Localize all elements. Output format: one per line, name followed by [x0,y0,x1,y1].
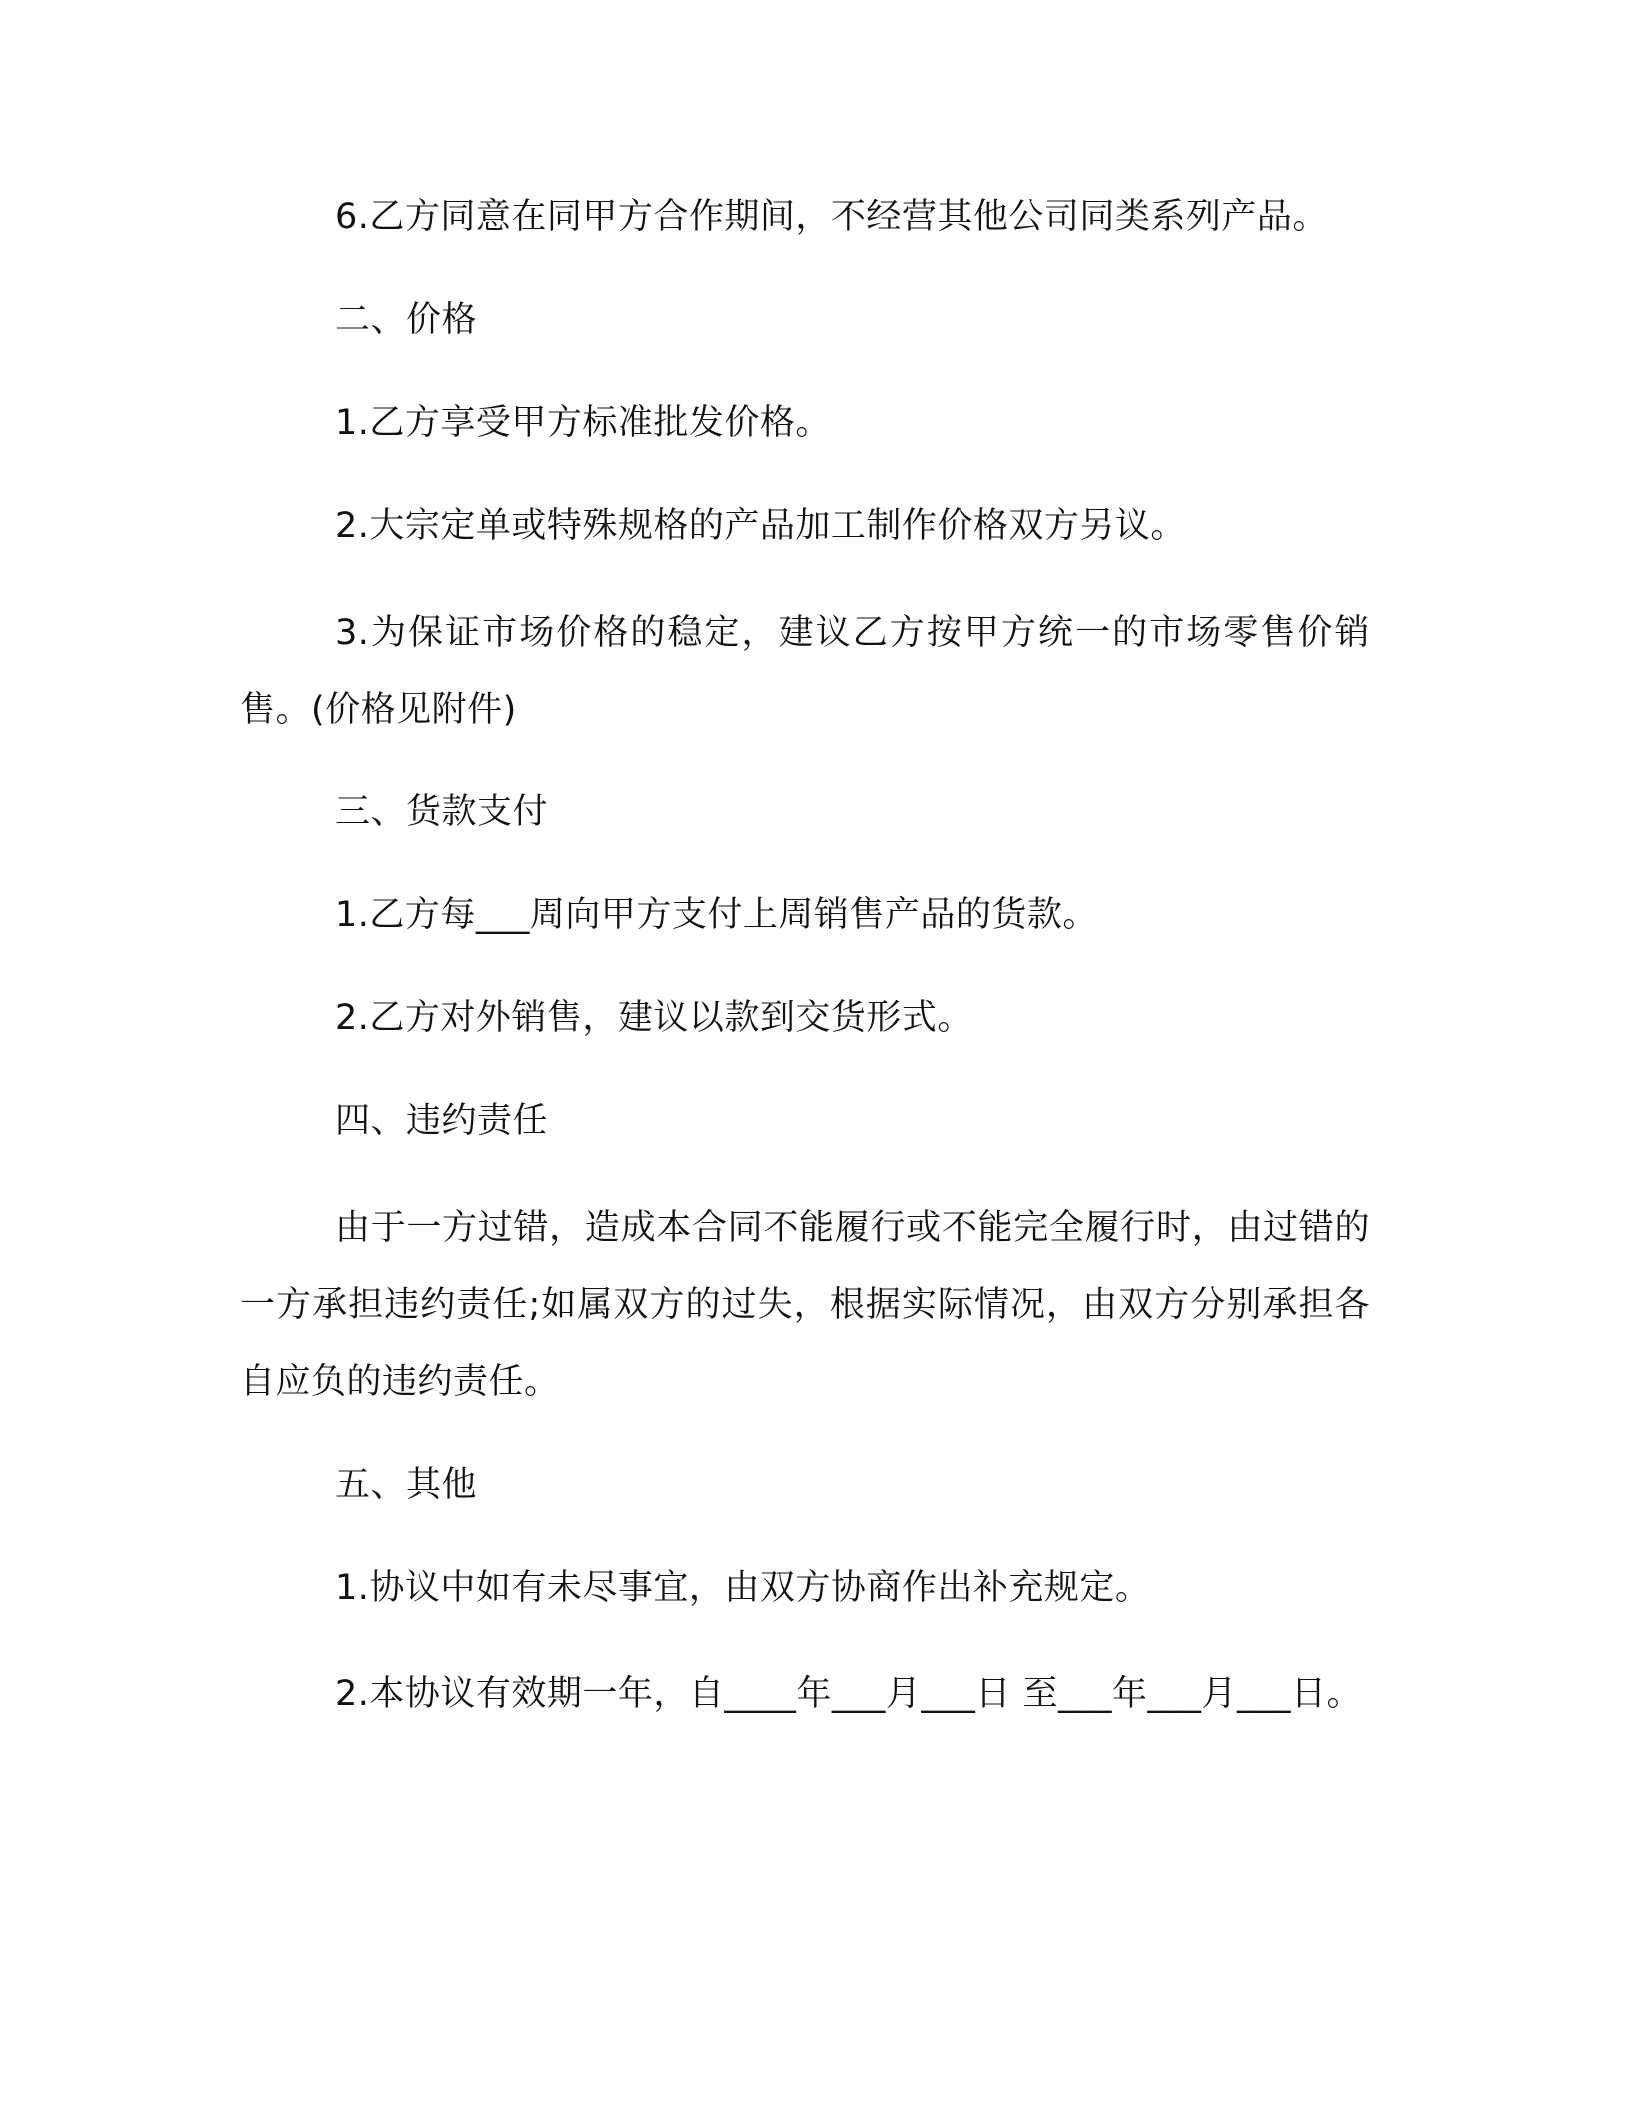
liability-paragraph: 由于一方过错，造成本合同不能履行或不能完全履行时，由过错的一方承担违约责任;如属双方的过失，根据实际情况，由双方分别承担各自应负的违约责任。 [240,1208,1370,1402]
payment-item-1: 1.乙方每___周向甲方支付上周销售产品的货款。 [335,895,1098,935]
payment-item-2: 2.乙方对外销售，建议以款到交货形式。 [335,998,973,1038]
other-item-1: 1.协议中如有未尽事宜，由双方协商作出补充规定。 [335,1568,1151,1608]
section-heading-other: 五、其他 [335,1465,478,1505]
section-heading-price: 二、价格 [335,300,478,340]
price-item-1: 1.乙方享受甲方标准批发价格。 [335,403,831,443]
section-heading-payment: 三、货款支付 [335,792,549,832]
other-item-2-validity: 2.本协议有效期一年，自____年___月___日 至___年___月___日。 [335,1674,1363,1714]
price-item-3: 3.为保证市场价格的稳定，建议乙方按甲方统一的市场零售价销售。(价格见附件) [240,613,1370,730]
price-item-2: 2.大宗定单或特殊规格的产品加工制作价格双方另议。 [335,506,1186,546]
clause-1-item-6: 6.乙方同意在同甲方合作期间，不经营其他公司同类系列产品。 [335,197,1328,237]
section-heading-liability: 四、违约责任 [335,1101,549,1141]
